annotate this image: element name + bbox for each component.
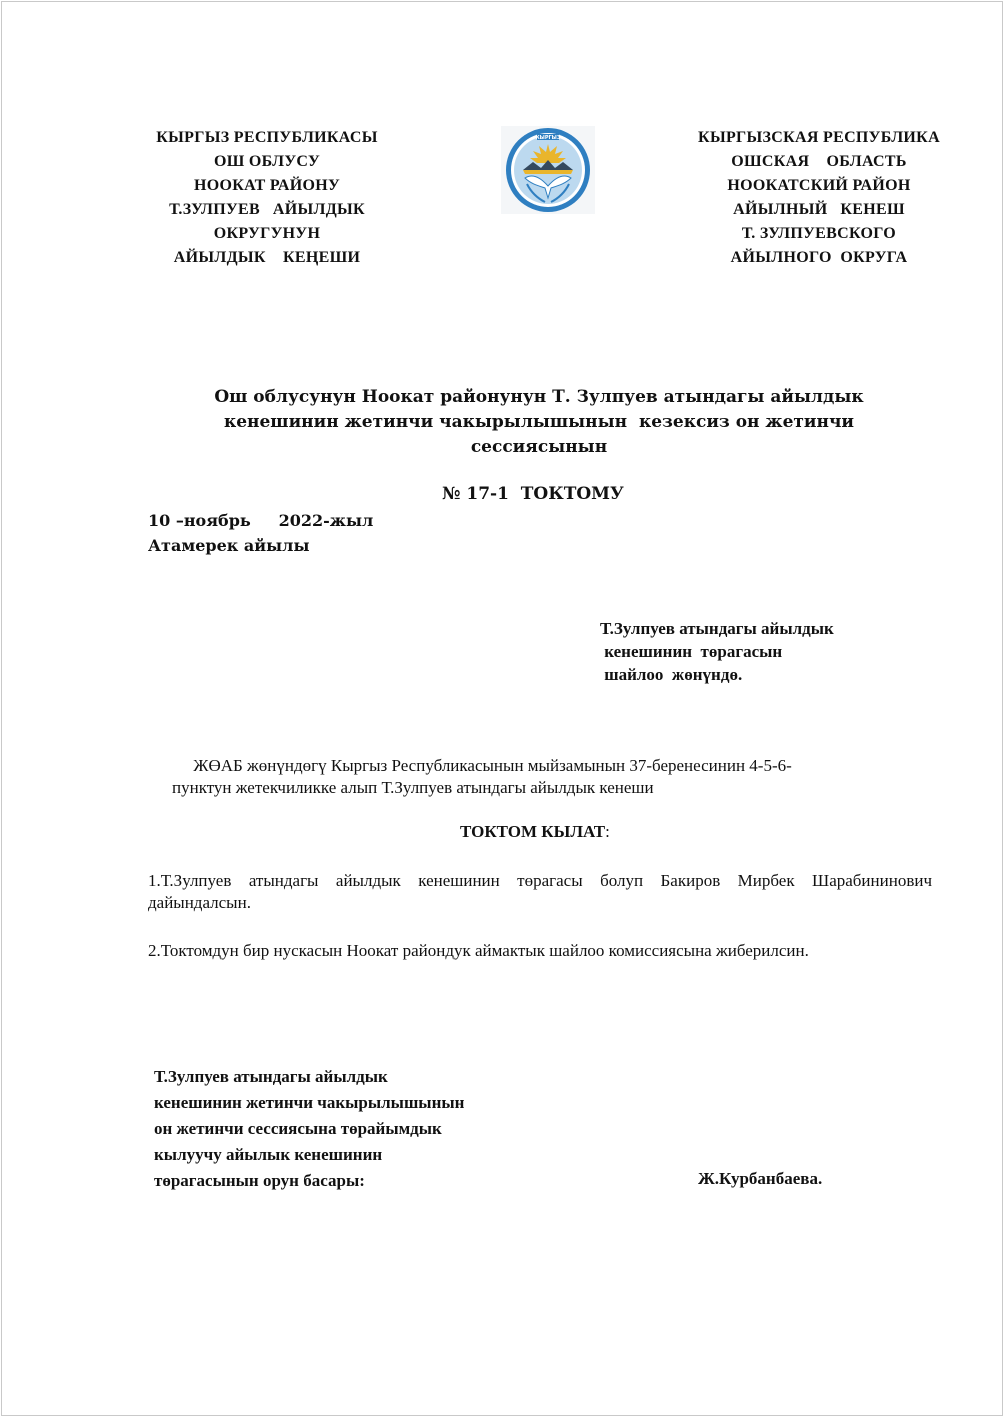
header-right-russian (670, 126, 968, 270)
header-right-line: АЙЫЛНЫЙ КЕНЕШ (733, 201, 905, 218)
header-left-line: КЫРГЫЗ РЕСПУБЛИКАСЫ (156, 129, 378, 146)
header-right-line: АЙЫЛНОГО ОКРУГА (730, 249, 908, 266)
header-left-line: Т.ЗУЛПУЕВ АЙЫЛДЫК (169, 201, 365, 218)
header-left-line: ОКРУГУНУН (213, 225, 321, 242)
signer-line: кенешинин жетинчи чакырылышынын (154, 1093, 465, 1112)
title-line: Ош облусунун Ноокат районунун Т. Зулпуев атындагы айылдык (214, 387, 864, 407)
signer-title (154, 1064, 464, 1194)
signer-line: кылуучу айылык кенешинин (154, 1145, 383, 1164)
state-emblem-icon (501, 126, 595, 214)
header-right-line: КЫРГЫЗСКАЯ РЕСПУБЛИКА (698, 129, 940, 146)
preamble-paragraph (172, 755, 932, 799)
decree-item: 2.Токтомдун бир нускасын Ноокат райондук аймактык шайлоо комиссиясына жиберилсин. (148, 941, 809, 960)
header-left-line: АЙЫЛДЫК КЕҢЕШИ (173, 249, 361, 266)
title-line: кенешинин жетинчи чакырылышынын кезексиз он жетинчи (223, 412, 855, 432)
resolves-suffix: : (605, 822, 610, 841)
decree-date: 10 –ноябрь 2022-жыл (148, 511, 374, 530)
resolves-label: ТОКТОМ КЫЛАТ (460, 822, 606, 841)
signer-name: Ж.Курбанбаева. (698, 1169, 823, 1188)
header-left-line: НООКАТ РАЙОНУ (193, 177, 341, 194)
document-page (1, 1, 1003, 1416)
signer-line: Т.Зулпуев атындагы айылдык (154, 1067, 388, 1086)
subject-line: Т.Зулпуев атындагы айылдык (600, 619, 834, 638)
subject-line: шайлоо жөнүндө. (600, 665, 743, 684)
emblem-text: КЫРГЫЗ (535, 135, 561, 142)
header-left-line: ОШ ОБЛУСУ (213, 153, 321, 170)
preamble-line: пунктун жетекчиликке алып Т.Зулпуев атындагы айылдык кенеши (172, 778, 654, 797)
header-right-line: ОШСКАЯ ОБЛАСТЬ (731, 153, 907, 170)
signer-line: төрагасынын орун басары: (154, 1171, 365, 1190)
header-left-kyrgyz (122, 126, 412, 270)
resolves-heading (460, 822, 610, 842)
header-right-line: Т. ЗУЛПУЕВСКОГО (741, 225, 897, 242)
subject-line: кенешинин төрагасын (600, 642, 783, 661)
document-title (142, 385, 936, 460)
decree-number: № 17-1 ТОКТОМУ (442, 484, 624, 504)
decree-place: Атамерек айылы (148, 536, 310, 555)
signer-line: он жетинчи сессиясына төрайымдык (154, 1119, 442, 1138)
title-line: сессиясынын (470, 437, 608, 457)
header-right-line: НООКАТСКИЙ РАЙОН (727, 177, 911, 194)
decree-subject (600, 617, 834, 686)
decree-item: 1.Т.Зулпуев атындагы айылдык кенешинин төрагасы болуп Бакиров Мирбек Шарабининович дайындалсын. (148, 871, 932, 912)
preamble-line: ЖӨАБ жөнүндөгү Кыргыз Республикасынын мыйзамынын 37-беренесинин 4-5-6- (172, 756, 792, 775)
